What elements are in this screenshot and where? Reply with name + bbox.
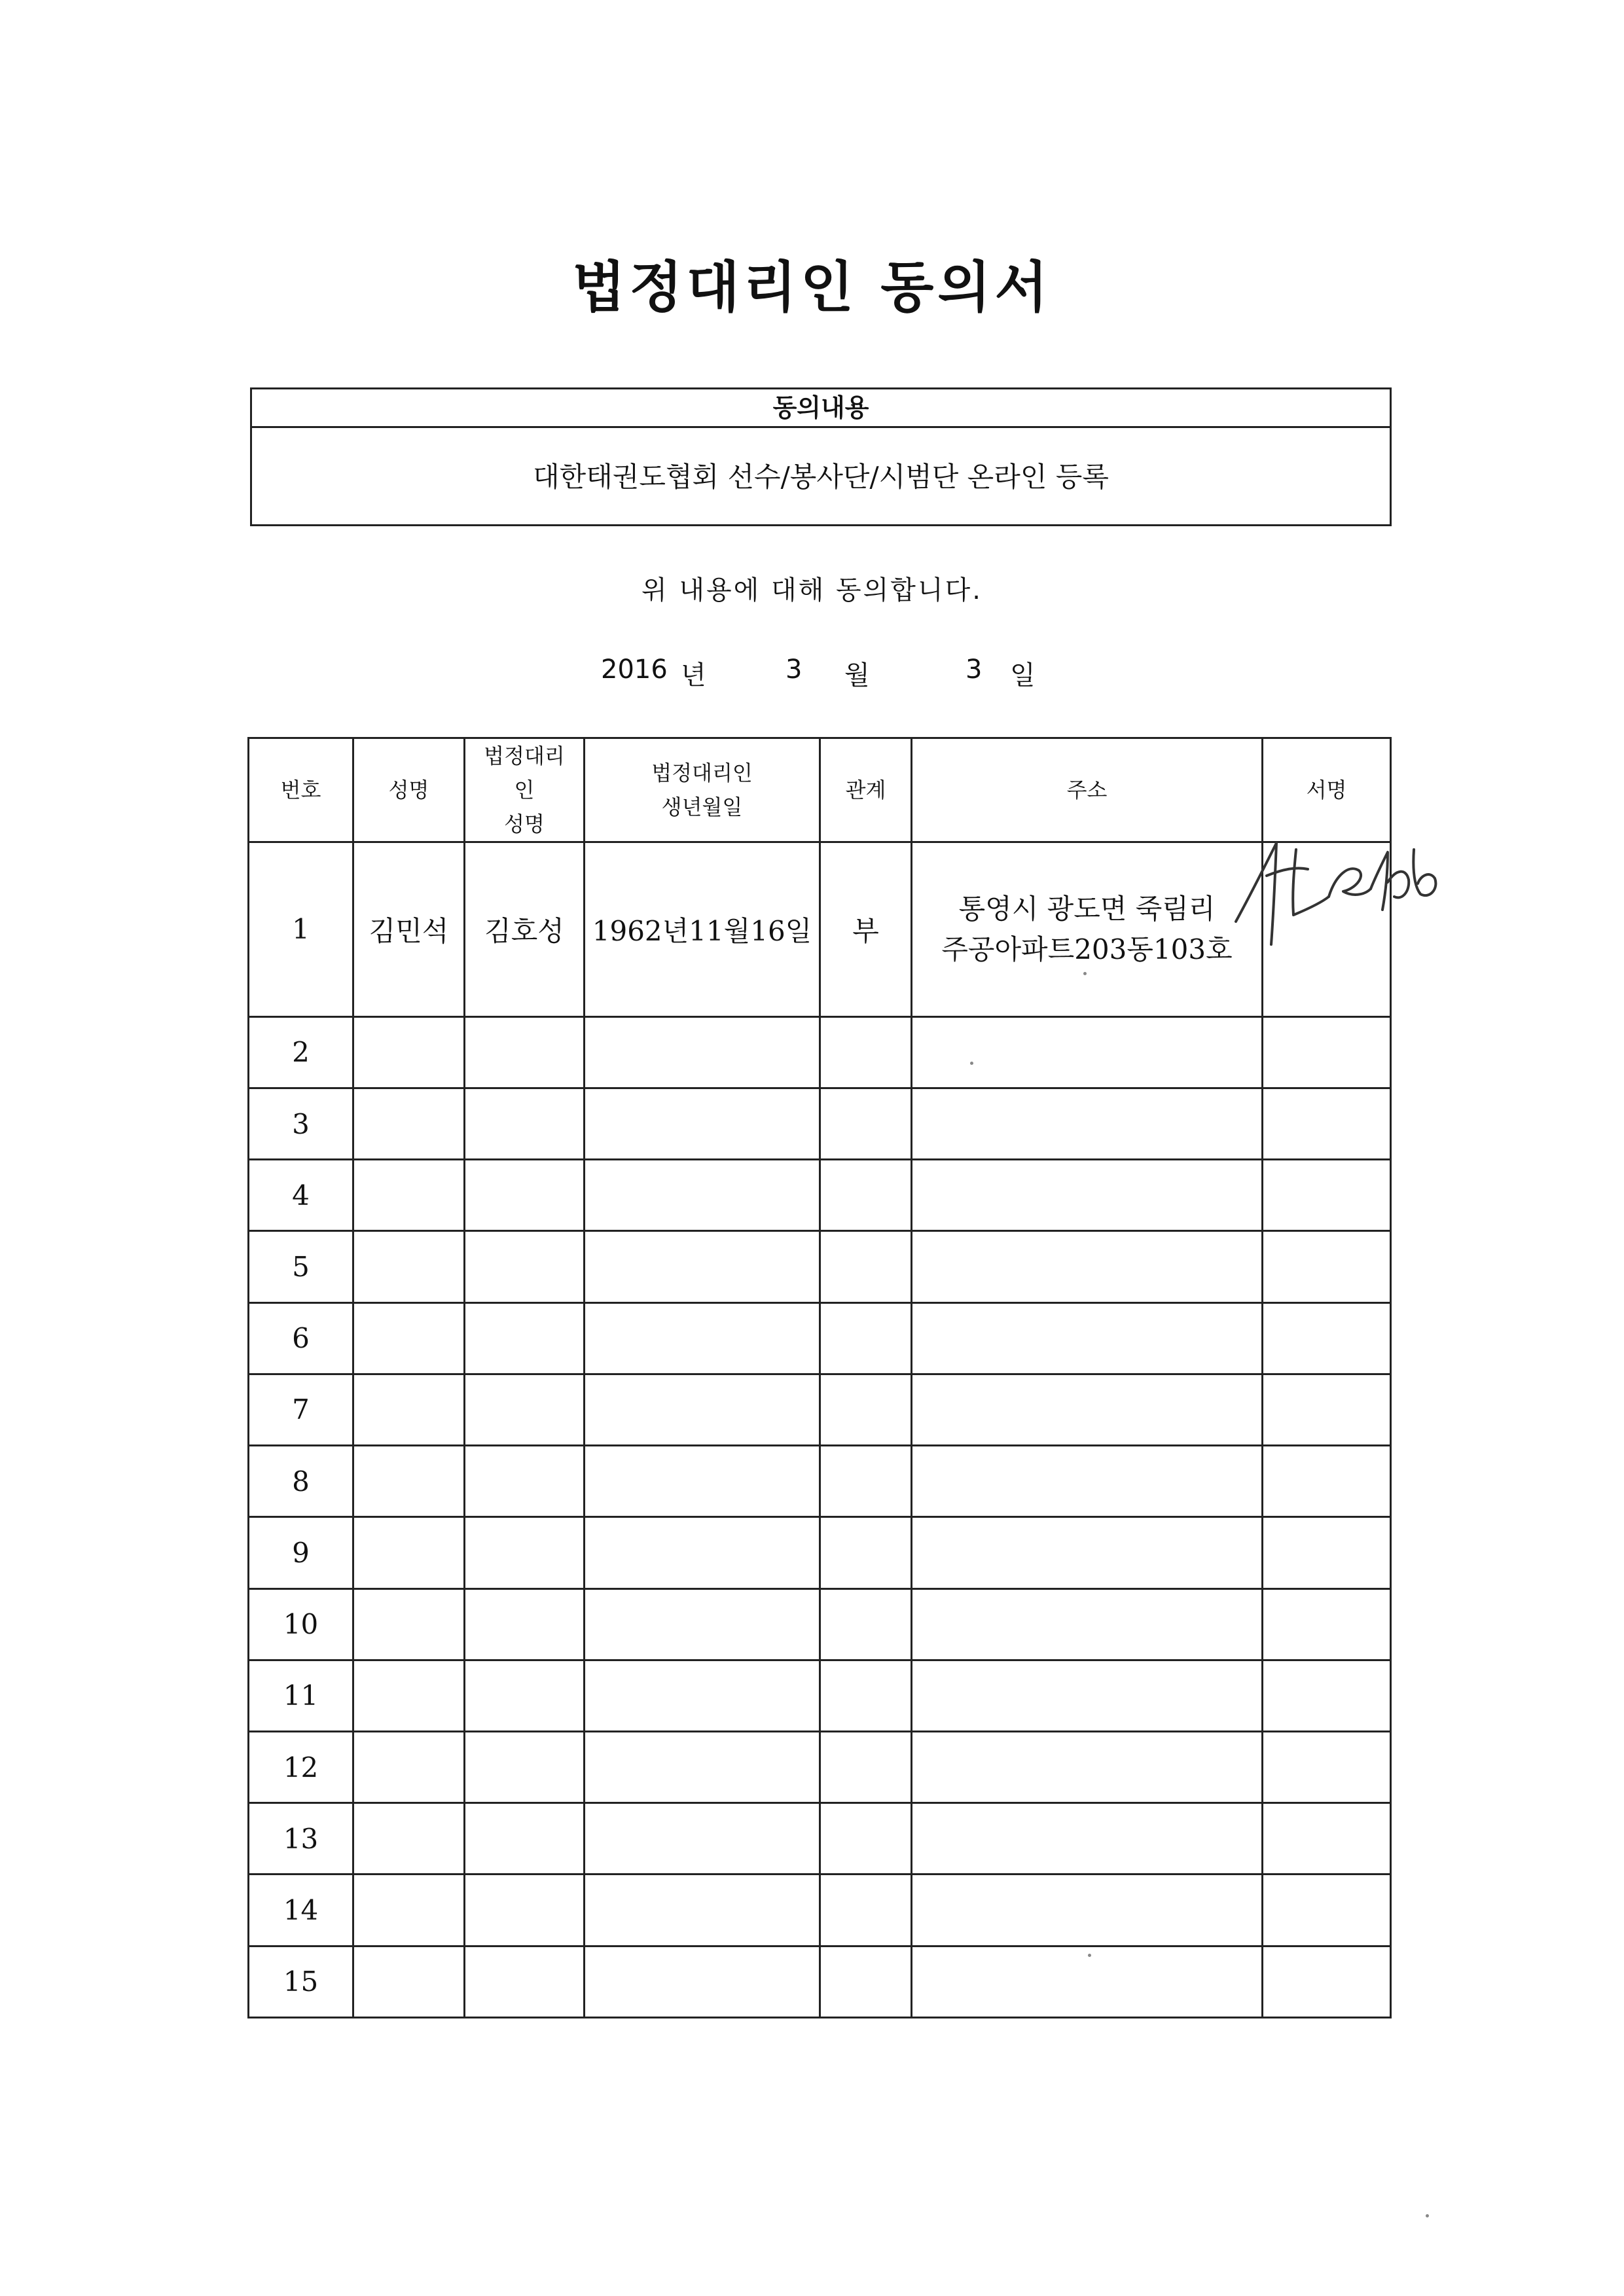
cell-guardian-birth [585,1517,820,1588]
header-relation: 관계 [820,738,912,842]
cell-guardian-name [465,1660,585,1731]
cell-guardian-birth [585,1660,820,1731]
table-row [249,1231,1391,1302]
address-line2: 주공아파트203동103호 [941,933,1233,965]
cell-relation [820,1446,912,1517]
cell-guardian-birth [585,1160,820,1231]
cell-relation [820,1016,912,1088]
cell-signature [1263,1731,1391,1803]
cell-address [912,1016,1263,1088]
cell-address [912,1160,1263,1231]
cell-address [912,1588,1263,1660]
cell-relation [820,1160,912,1231]
cell-no: 12 [249,1731,353,1803]
table-row [249,1874,1391,1946]
cell-relation [820,1231,912,1302]
header-guardian-birth-line1: 법정대리인 [651,761,753,785]
scan-speck [1088,1954,1091,1957]
table-row [249,1803,1391,1874]
date-year-unit: 년 [681,660,706,691]
agreement-statement: 위 내용에 대해 동의합니다. [641,575,983,605]
cell-guardian-birth [585,1588,820,1660]
cell-signature [1263,1803,1391,1874]
cell-name [353,1016,465,1088]
cell-relation [820,1088,912,1159]
table-row [249,1517,1391,1588]
cell-relation: 부 [820,842,912,1017]
cell-guardian-birth [585,1231,820,1302]
consent-box [250,387,1392,526]
header-address: 주소 [912,738,1263,842]
header-guardian-name-line2: 인 [514,778,535,802]
cell-relation [820,1517,912,1588]
cell-no: 7 [249,1374,353,1445]
table-row [249,1016,1391,1088]
cell-signature [1263,1660,1391,1731]
table-row [249,1731,1391,1803]
header-guardian-birth [585,738,820,842]
cell-guardian-name [465,1946,585,2017]
table-row [249,842,1391,1017]
cell-guardian-name [465,1374,585,1445]
cell-no: 10 [249,1588,353,1660]
cell-name [353,1302,465,1374]
cell-address [912,1660,1263,1731]
cell-signature [1263,1517,1391,1588]
cell-relation [820,1374,912,1445]
cell-address [912,1803,1263,1874]
cell-name [353,1731,465,1803]
cell-guardian-name [465,1731,585,1803]
cell-no: 14 [249,1874,353,1946]
cell-signature [1263,1160,1391,1231]
cell-name [353,1517,465,1588]
cell-signature [1263,1374,1391,1445]
table-row [249,1446,1391,1517]
cell-relation [820,1660,912,1731]
cell-no: 6 [249,1302,353,1374]
cell-signature [1263,1016,1391,1088]
cell-guardian-birth: 1962년11월16일 [585,842,820,1017]
cell-no: 15 [249,1946,353,2017]
date-line [0,655,1624,694]
cell-name [353,1588,465,1660]
header-guardian-name-line3: 성명 [504,812,545,836]
cell-name: 김민석 [353,842,465,1017]
consent-text: 대한태권도협회 선수/봉사단/시범단 온라인 등록 [533,461,1109,493]
consent-header: 동의내용 [252,389,1390,428]
cell-guardian-name [465,1446,585,1517]
cell-guardian-birth [585,1731,820,1803]
cell-signature [1263,1874,1391,1946]
table-row [249,1160,1391,1231]
date-month-unit: 월 [844,660,870,691]
date-day: 3 [965,655,983,685]
cell-no: 3 [249,1088,353,1159]
cell-address [912,1088,1263,1159]
cell-signature [1263,1946,1391,2017]
header-guardian-name [465,738,585,842]
cell-guardian-birth [585,1946,820,2017]
cell-no: 2 [249,1016,353,1088]
cell-no: 13 [249,1803,353,1874]
cell-relation [820,1302,912,1374]
cell-guardian-birth [585,1803,820,1874]
cell-guardian-birth [585,1374,820,1445]
handwritten-signature [1231,823,1447,954]
table-row [249,1302,1391,1374]
header-name: 성명 [353,738,465,842]
cell-guardian-name [465,1088,585,1159]
header-guardian-birth-line2: 생년월일 [661,795,743,819]
cell-name [353,1231,465,1302]
cell-relation [820,1874,912,1946]
cell-no: 4 [249,1160,353,1231]
cell-address [912,1446,1263,1517]
cell-signature [1263,1231,1391,1302]
cell-address [912,1946,1263,2017]
cell-guardian-birth [585,1088,820,1159]
cell-address [912,1302,1263,1374]
cell-guardian-name [465,1231,585,1302]
cell-name [353,1803,465,1874]
document-title: 법정대리인 동의서 [572,255,1052,319]
cell-signature [1263,1088,1391,1159]
cell-guardian-name: 김호성 [465,842,585,1017]
cell-guardian-name [465,1874,585,1946]
cell-guardian-birth [585,1302,820,1374]
cell-guardian-name [465,1302,585,1374]
cell-guardian-name [465,1803,585,1874]
cell-signature [1263,1588,1391,1660]
address-line1: 통영시 광도면 죽림리 [958,892,1216,925]
scan-speck [970,1062,973,1065]
guardian-table [247,737,1392,2018]
cell-signature [1263,1302,1391,1374]
table-row [249,1374,1391,1445]
cell-name [353,1446,465,1517]
cell-address [912,1517,1263,1588]
cell-relation [820,1803,912,1874]
cell-no: 8 [249,1446,353,1517]
cell-guardian-name [465,1588,585,1660]
cell-no: 5 [249,1231,353,1302]
table-row [249,1588,1391,1660]
cell-name [353,1660,465,1731]
table-row [249,1946,1391,2017]
cell-address [912,1231,1263,1302]
cell-relation [820,1731,912,1803]
cell-address [912,1731,1263,1803]
cell-address [912,1374,1263,1445]
cell-no: 9 [249,1517,353,1588]
scan-speck [1083,972,1087,975]
cell-address [912,842,1263,1017]
cell-name [353,1374,465,1445]
scan-speck [1426,2214,1429,2217]
cell-name [353,1946,465,2017]
table-row [249,1660,1391,1731]
cell-guardian-birth [585,1016,820,1088]
cell-guardian-birth [585,1446,820,1517]
cell-name [353,1088,465,1159]
cell-guardian-birth [585,1874,820,1946]
cell-relation [820,1946,912,2017]
cell-address [912,1874,1263,1946]
cell-name [353,1160,465,1231]
header-no: 번호 [249,738,353,842]
cell-no: 11 [249,1660,353,1731]
cell-guardian-name [465,1517,585,1588]
header-signature: 서명 [1263,738,1391,842]
cell-relation [820,1588,912,1660]
table-row [249,1088,1391,1159]
cell-name [353,1874,465,1946]
cell-guardian-name [465,1160,585,1231]
date-month: 3 [785,655,803,685]
date-day-unit: 일 [1010,660,1036,691]
date-year: 2016 [601,655,668,685]
header-guardian-name-line1: 법정대리 [484,744,565,768]
cell-guardian-name [465,1016,585,1088]
cell-signature [1263,1446,1391,1517]
cell-no: 1 [249,842,353,1017]
table-header-row [249,738,1391,842]
